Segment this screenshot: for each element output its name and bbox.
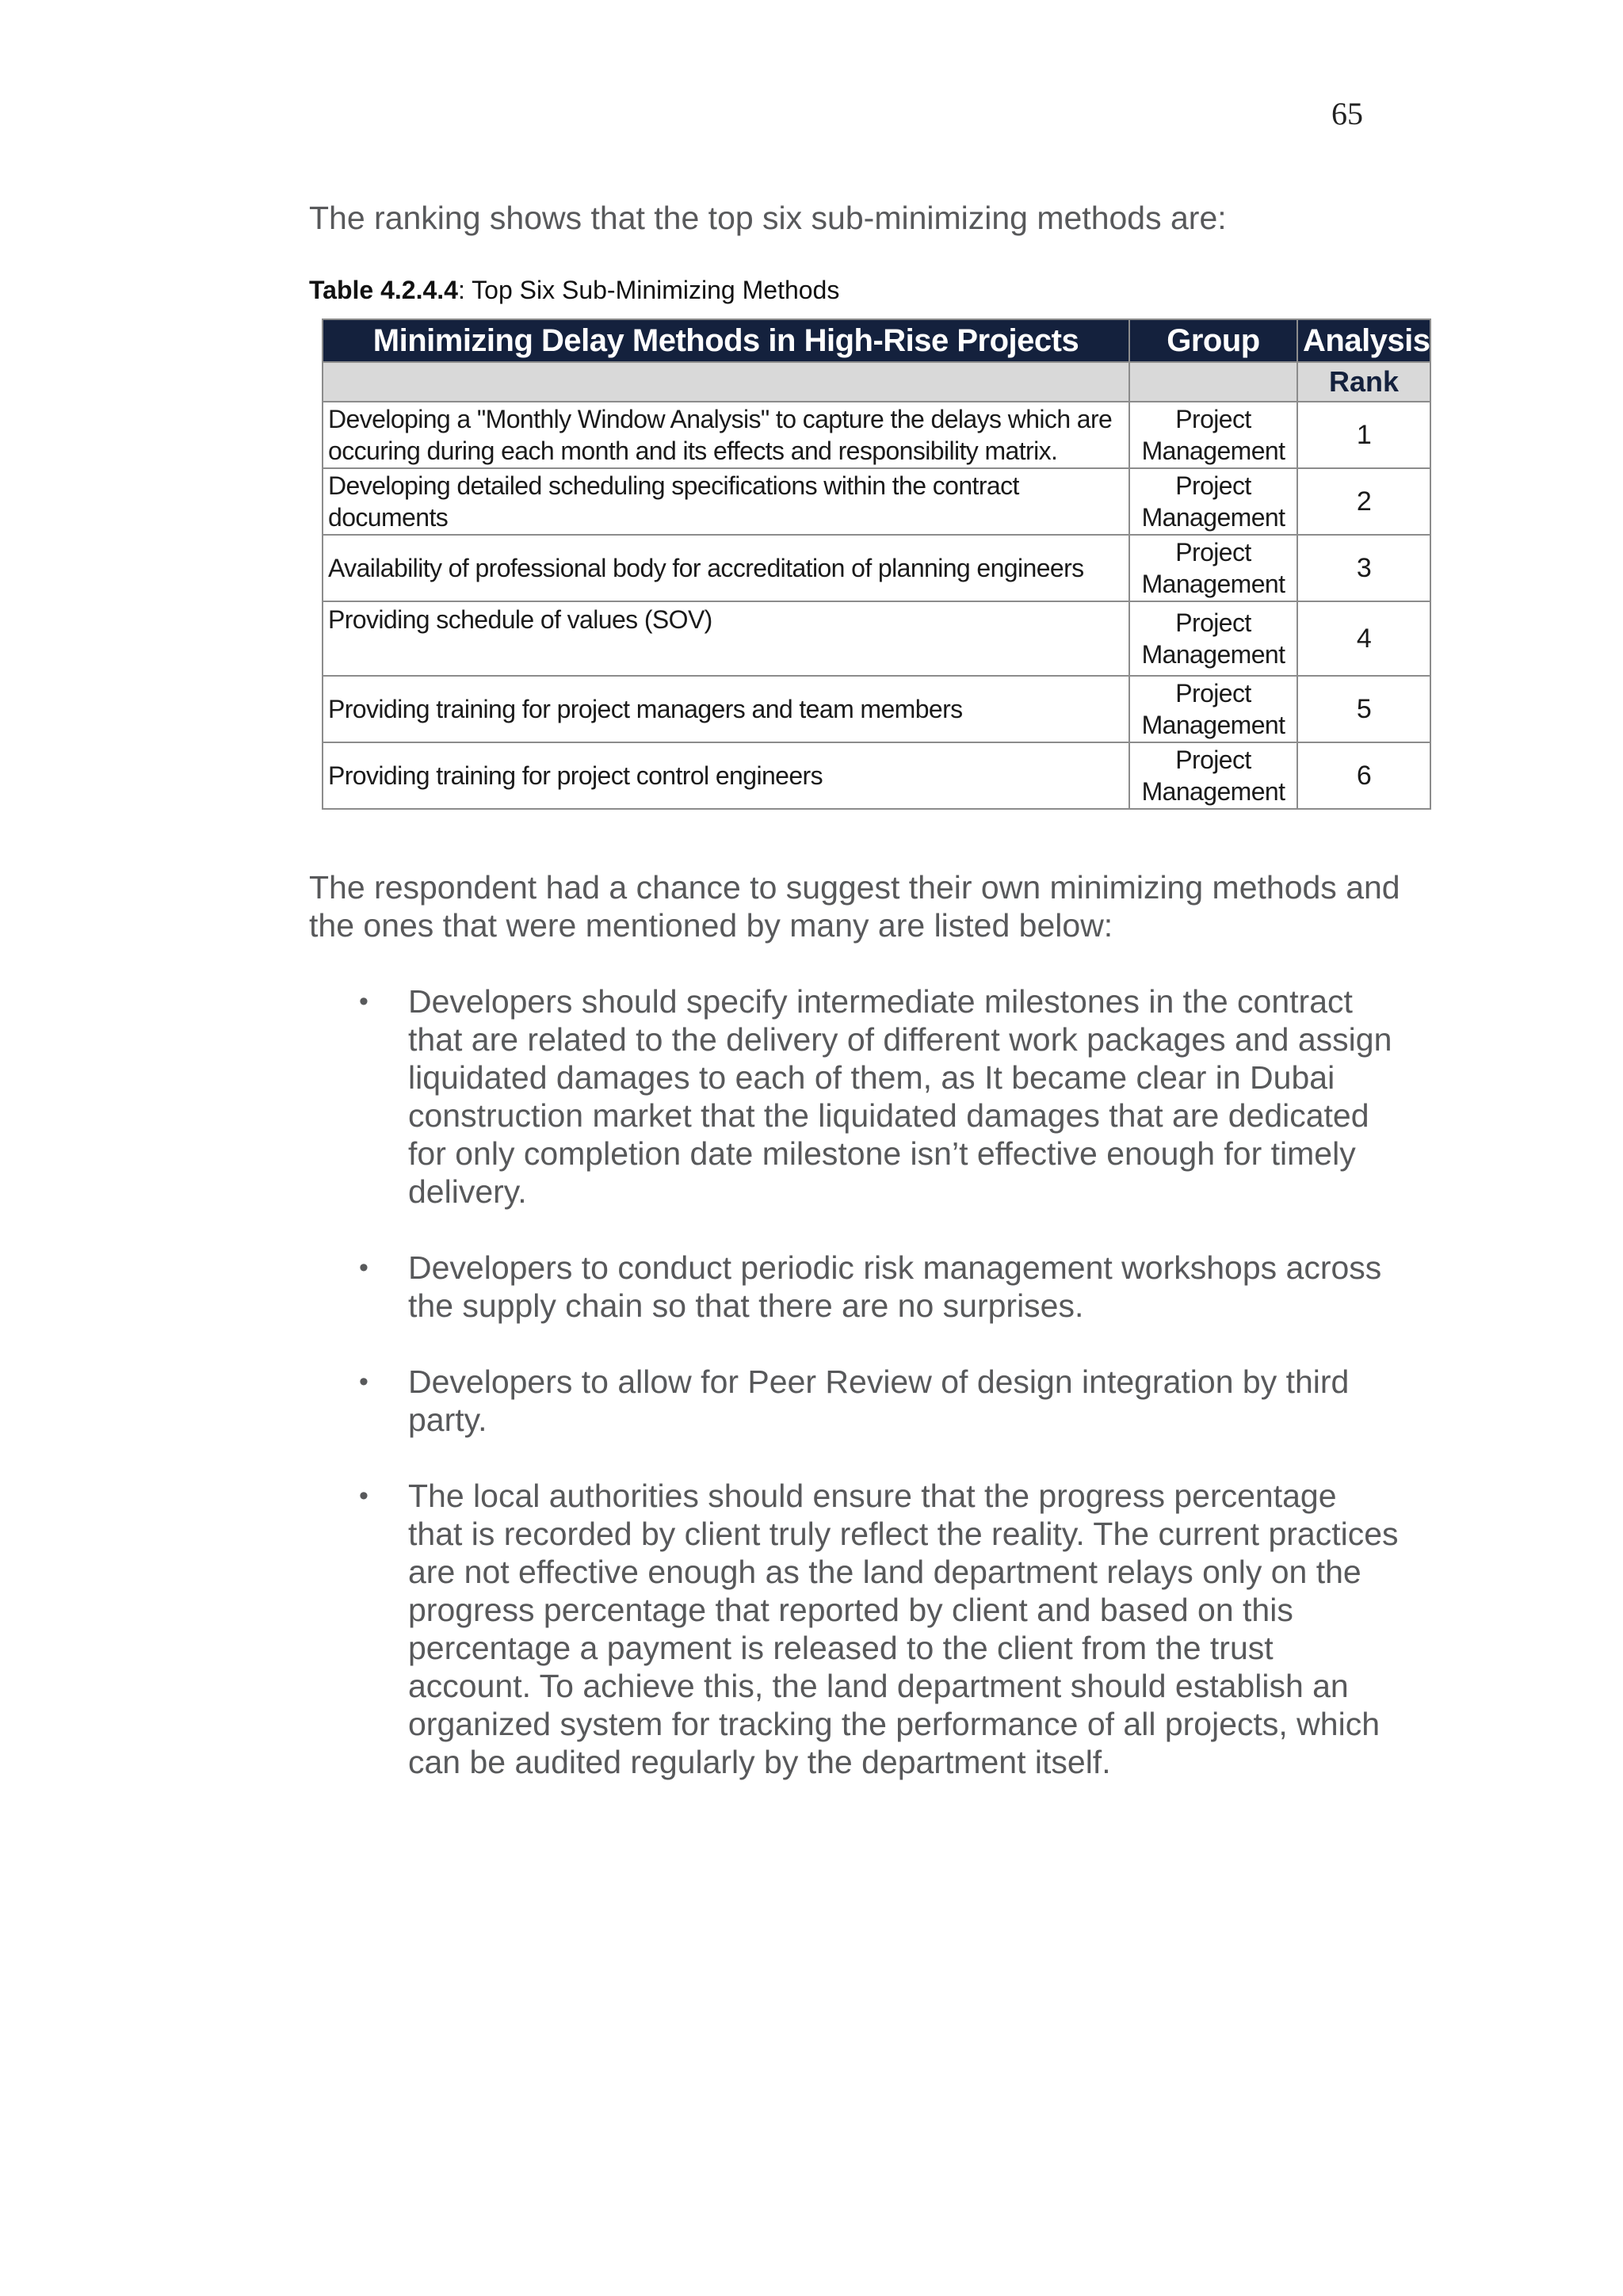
bullet-icon: • xyxy=(359,1481,369,1511)
rank-cell: 5 xyxy=(1297,676,1430,742)
page-number: 65 xyxy=(1331,96,1363,132)
intro-paragraph: The ranking shows that the top six sub-minimizing methods are: xyxy=(309,200,1227,236)
bullet-icon: • xyxy=(359,986,369,1016)
group-line: Project xyxy=(1175,538,1251,566)
table-caption xyxy=(309,273,1419,307)
group-line: Management xyxy=(1141,711,1285,739)
table-caption-text: : Top Six Sub-Minimizing Methods xyxy=(457,276,840,304)
header-group: Group xyxy=(1129,319,1297,362)
rank-cell: 1 xyxy=(1297,402,1430,468)
suggestions-list xyxy=(0,982,1623,1819)
table-row xyxy=(323,468,1430,535)
method-cell: Providing training for project managers and team members xyxy=(323,676,1129,742)
group-cell xyxy=(1129,676,1297,742)
list-item-text: Developers should specify intermediate milestones in the contract that are related to the delivery of different work packages and assign liquidated damages to each of them, as It became clear in Dubai construction market that the liquidated damages that are dedicated for only completion date milestone isn’t effective enough for timely delivery. xyxy=(408,983,1392,1210)
rank-cell: 6 xyxy=(1297,742,1430,809)
table-caption-label: Table 4.2.4.4 xyxy=(309,276,458,304)
method-cell: Providing schedule of values (SOV) xyxy=(323,601,1129,676)
list-item xyxy=(0,1363,1399,1439)
method-cell: Developing a "Monthly Window Analysis" to capture the delays which are occuring during each month and its effects and responsibility matrix. xyxy=(323,402,1129,468)
bullet-icon: • xyxy=(359,1367,369,1397)
header-analysis: Analysis xyxy=(1297,319,1430,362)
bullet-icon: • xyxy=(359,1253,369,1283)
group-line: Management xyxy=(1141,570,1285,598)
group-cell xyxy=(1129,535,1297,601)
group-line: Project xyxy=(1175,608,1251,637)
list-item xyxy=(0,1249,1399,1325)
header-rank: Rank xyxy=(1297,362,1430,402)
table-header-row xyxy=(323,319,1430,362)
group-line: Project xyxy=(1175,746,1251,774)
rank-cell: 2 xyxy=(1297,468,1430,535)
list-item xyxy=(0,1477,1399,1781)
list-item xyxy=(0,982,1399,1211)
rank-cell: 4 xyxy=(1297,601,1430,676)
group-line: Management xyxy=(1141,777,1285,806)
table-row xyxy=(323,676,1430,742)
list-item-text: Developers to conduct periodic risk management workshops across the supply chain so that there are no surprises. xyxy=(408,1249,1382,1324)
group-line: Project xyxy=(1175,679,1251,707)
list-item-text: Developers to allow for Peer Review of design integration by third party. xyxy=(408,1363,1350,1438)
method-cell: Developing detailed scheduling specifications within the contract documents xyxy=(323,468,1129,535)
table-row xyxy=(323,535,1430,601)
header-method: Minimizing Delay Methods in High-Rise Projects xyxy=(323,319,1129,362)
table-row xyxy=(323,742,1430,809)
method-cell: Providing training for project control engineers xyxy=(323,742,1129,809)
subheader-method-blank xyxy=(323,362,1129,402)
ranking-table xyxy=(322,318,1431,810)
rank-cell: 3 xyxy=(1297,535,1430,601)
table-subheader-row xyxy=(323,362,1430,402)
group-line: Project xyxy=(1175,471,1251,500)
table-row xyxy=(323,402,1430,468)
group-cell xyxy=(1129,402,1297,468)
group-line: Management xyxy=(1141,437,1285,465)
method-cell: Availability of professional body for accreditation of planning engineers xyxy=(323,535,1129,601)
suggestions-paragraph: The respondent had a chance to suggest their own minimizing methods and the ones that were mentioned by many are listed below: xyxy=(309,869,1400,944)
group-line: Management xyxy=(1141,503,1285,532)
list-item-text: The local authorities should ensure that the progress percentage that is recorded by client truly reflect the reality. The current practices are not effective enough as the land department relays only on the progress percentage that reported by client and based on this percentage a payment is released to the client from the trust account. To achieve this, the land department should establish an organized system for tracking the performance of all projects, which can be audited regularly by the department itself. xyxy=(408,1478,1399,1780)
group-line: Project xyxy=(1175,405,1251,433)
table-row xyxy=(323,601,1430,676)
subheader-group-blank xyxy=(1129,362,1297,402)
group-line: Management xyxy=(1141,640,1285,669)
group-cell xyxy=(1129,742,1297,809)
group-cell xyxy=(1129,601,1297,676)
group-cell xyxy=(1129,468,1297,535)
